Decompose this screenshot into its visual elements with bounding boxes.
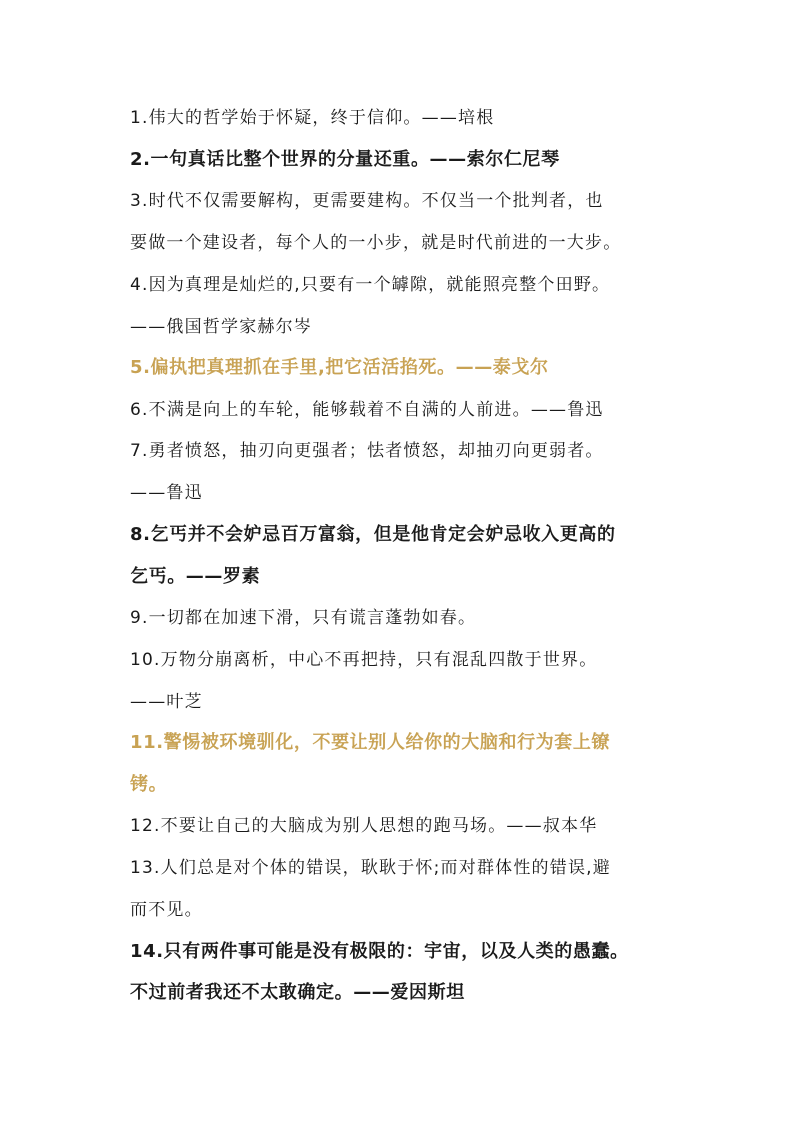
quote-13-line-2: 而不见。 [130,900,203,920]
quote-11-line-1: 11.警惕被环境驯化，不要让别人给你的大脑和行为套上镣 [130,732,611,753]
quote-7-line-1: 7.勇者愤怒，抽刃向更强者；怯者愤怒，却抽刃向更弱者。 [130,441,604,461]
quote-8-line-2: 乞丐。——罗素 [130,566,261,587]
quote-14-line-1: 14.只有两件事可能是没有极限的：宇宙，以及人类的愚蠢。 [130,941,629,962]
quote-12-line-1: 12.不要让自己的大脑成为别人思想的跑马场。——叔本华 [130,816,598,836]
quote-4-line-1: 4.因为真理是灿烂的,只要有一个罅隙，就能照亮整个田野。 [130,275,611,295]
quote-4-line-2: ——俄国哲学家赫尔岑 [130,317,312,337]
quote-10-line-2: ——叶芝 [130,692,203,712]
quote-7-line-2: ——鲁迅 [130,483,203,503]
quote-10-line-1: 10.万物分崩离析，中心不再把持，只有混乱四散于世界。 [130,650,598,670]
quote-11-line-2: 铐。 [130,774,168,795]
quote-2-line-1: 2.一句真话比整个世界的分量还重。——索尔仁尼琴 [130,149,560,170]
quote-3-line-2: 要做一个建设者，每个人的一小步，就是时代前进的一大步。 [130,233,622,253]
quote-14-line-2: 不过前者我还不太敢确定。——爱因斯坦 [130,982,465,1003]
quote-8-line-1: 8.乞丐并不会妒忌百万富翁，但是他肯定会妒忌收入更高的 [130,524,616,545]
quote-6-line-1: 6.不满是向上的车轮，能够载着不自满的人前进。——鲁迅 [130,400,604,420]
quote-13-line-1: 13.人们总是对个体的错误，耿耿于怀;而对群体性的错误,避 [130,858,611,878]
quote-1-line-1: 1.伟大的哲学始于怀疑，终于信仰。——培根 [130,108,495,128]
quote-9-line-1: 9.一切都在加速下滑，只有谎言蓬勃如春。 [130,608,477,628]
quote-5-line-1: 5.偏执把真理抓在手里,把它活活掐死。——泰戈尔 [130,357,549,378]
quote-3-line-1: 3.时代不仅需要解构，更需要建构。不仅当一个批判者，也 [130,191,604,211]
